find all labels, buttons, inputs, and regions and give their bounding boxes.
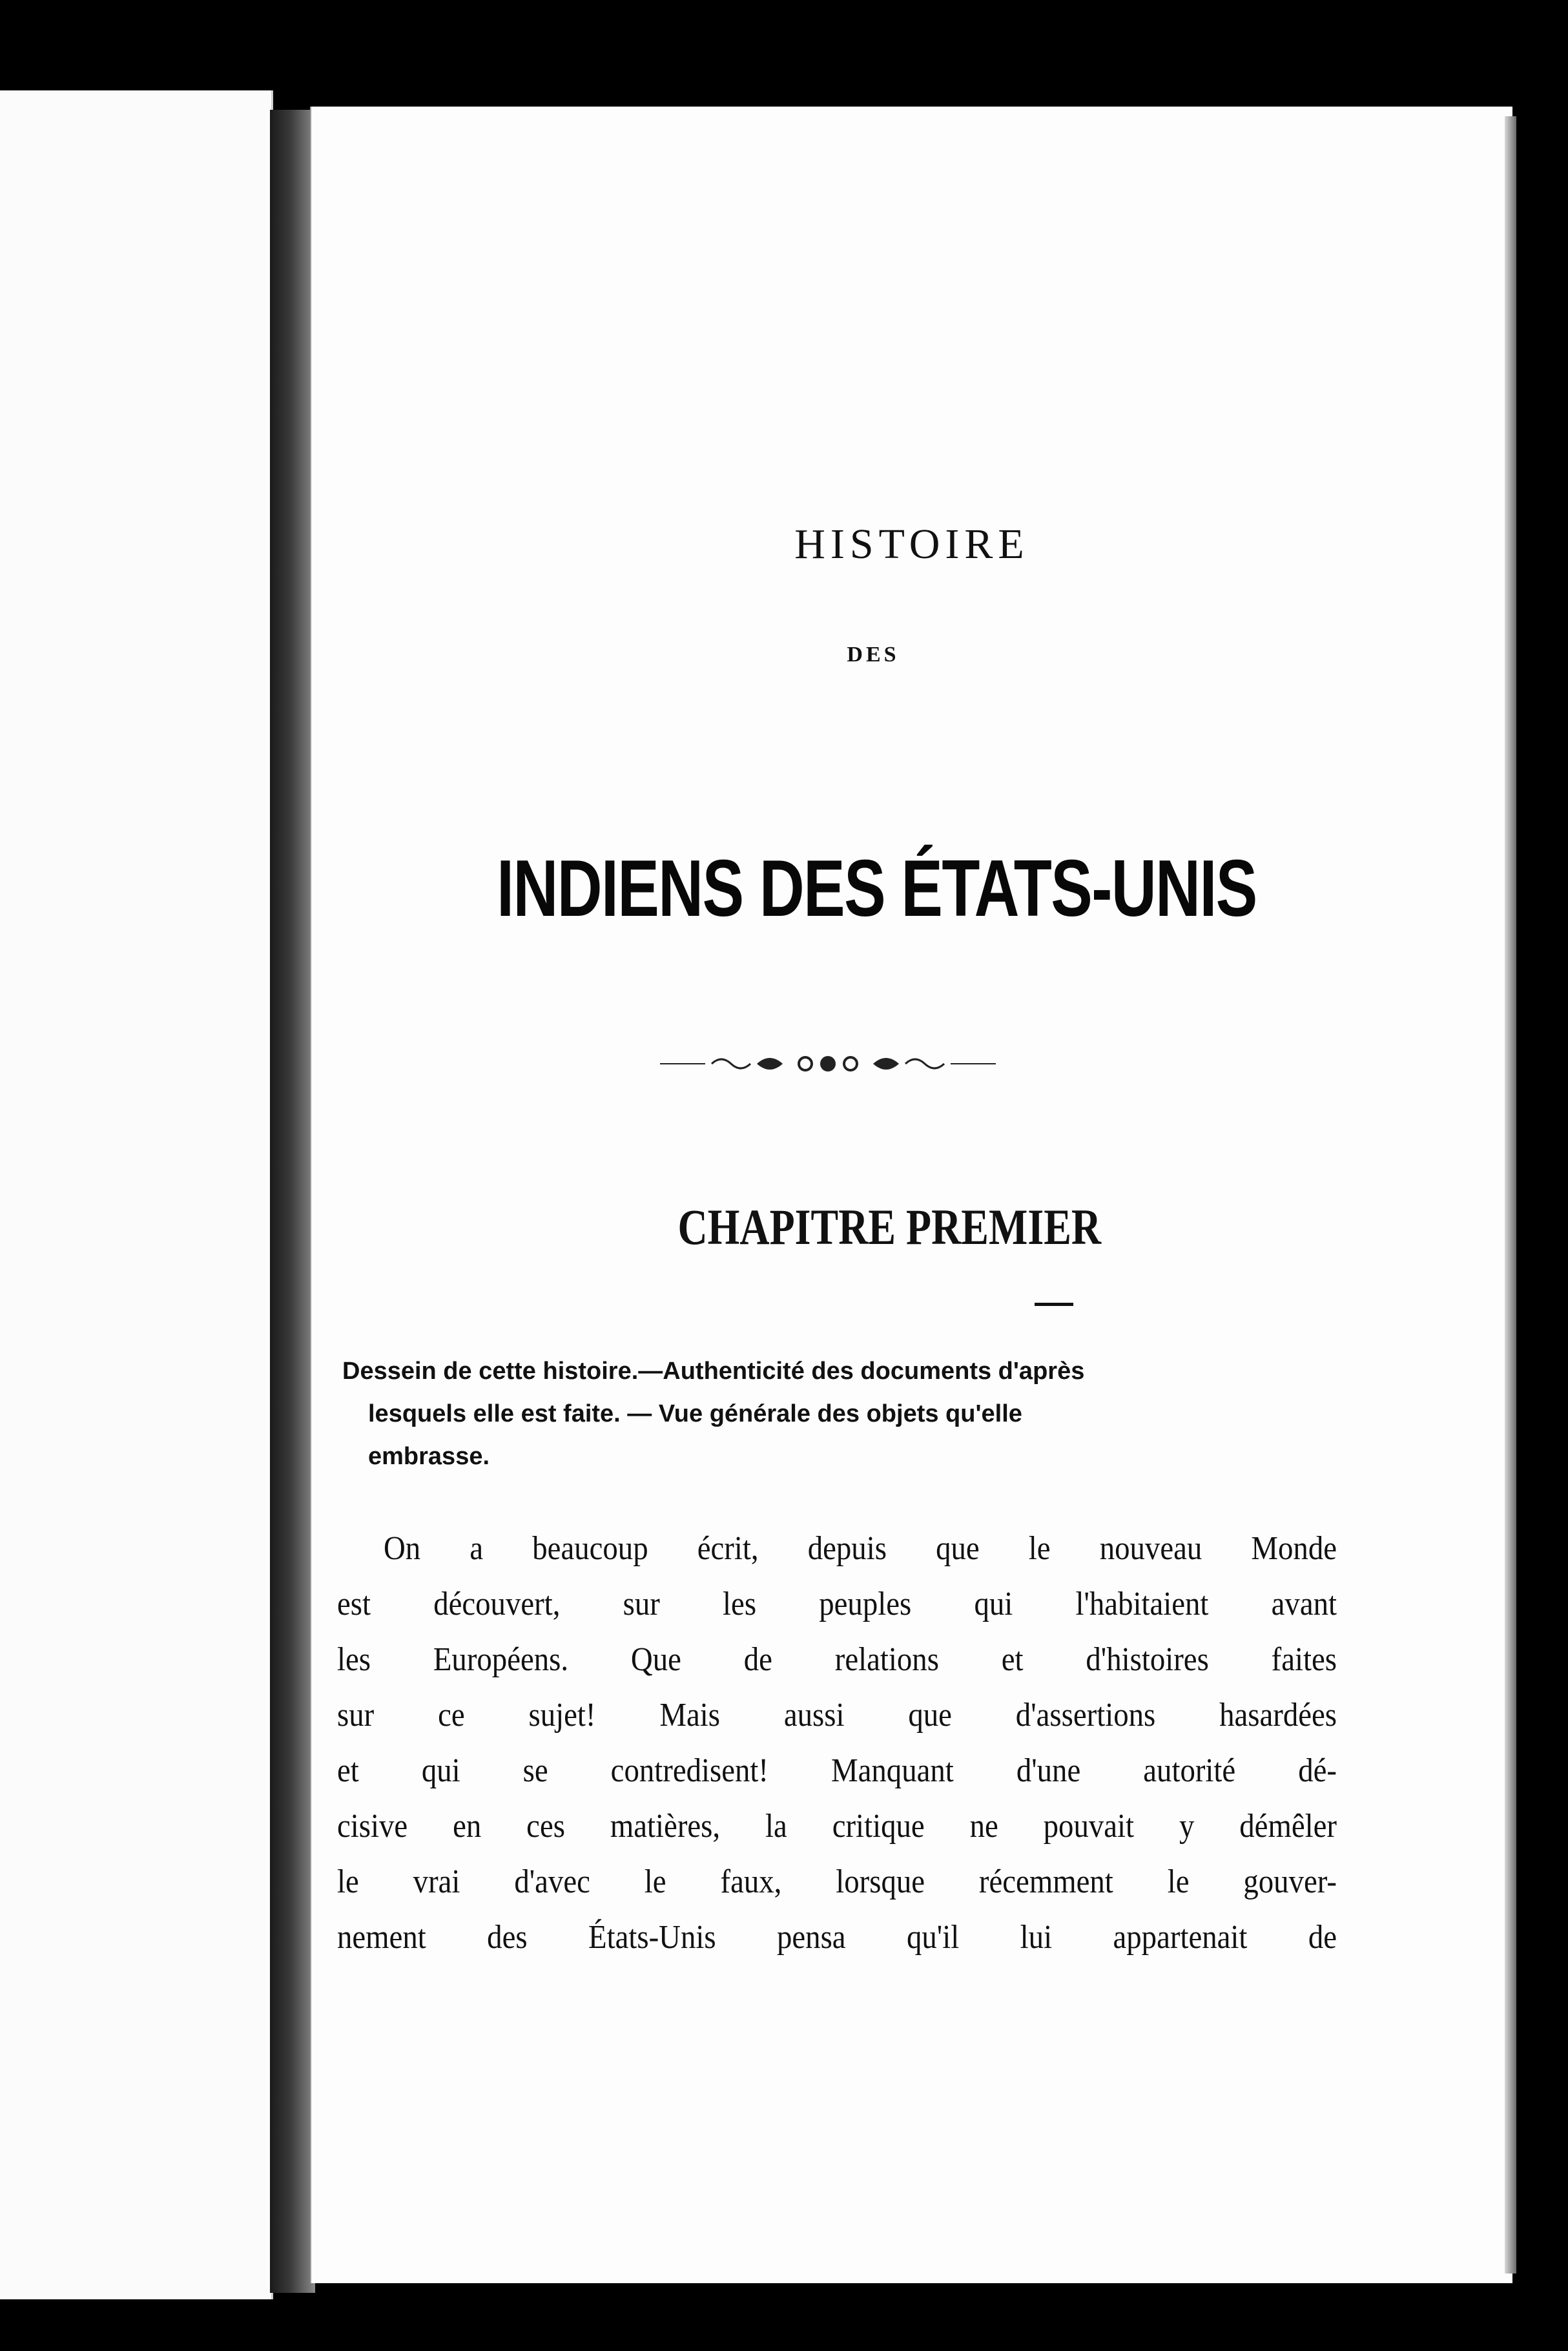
body-line: les Européens. Que de relations et d'histoires faites [337,1641,1337,1678]
title-connector: DES [847,643,900,667]
body-line: le vrai d'avec le faux, lorsque récemment le gouver- [337,1863,1337,1900]
ornament-divider-icon [660,1048,996,1080]
book-gutter [270,110,315,2293]
book-page [310,107,1512,2283]
body-line: nement des États-Unis pensa qu'il lui appartenait de [337,1919,1337,1956]
body-line: cisive en ces matières, la critique ne pouvait y démêler [337,1808,1337,1845]
body-paragraph [337,1521,1337,1965]
summary-line: Dessein de cette histoire.—Authenticité des documents d'après [342,1358,1085,1385]
body-line: On a beaucoup écrit, depuis que le nouveau Monde [384,1530,1337,1567]
main-title: INDIENS DES ÉTATS-UNIS [497,844,1257,933]
title-histoire: HISTOIRE [794,521,1029,568]
heading-rule [1035,1303,1073,1306]
body-line: est découvert, sur les peuples qui l'habitaient avant [337,1586,1337,1622]
body-line: et qui se contredisent! Manquant d'une autorité dé- [337,1752,1337,1789]
page-edge [1505,116,1516,2273]
chapter-summary [342,1350,1453,1478]
chapter-heading: CHAPITRE PREMIER [677,1199,1102,1255]
summary-line: lesquels elle est faite. — Vue générale des objets qu'elle [368,1400,1022,1427]
summary-line: embrasse. [368,1443,490,1470]
body-line: sur ce sujet! Mais aussi que d'assertions hasardées [337,1697,1337,1734]
facing-page [0,90,273,2299]
